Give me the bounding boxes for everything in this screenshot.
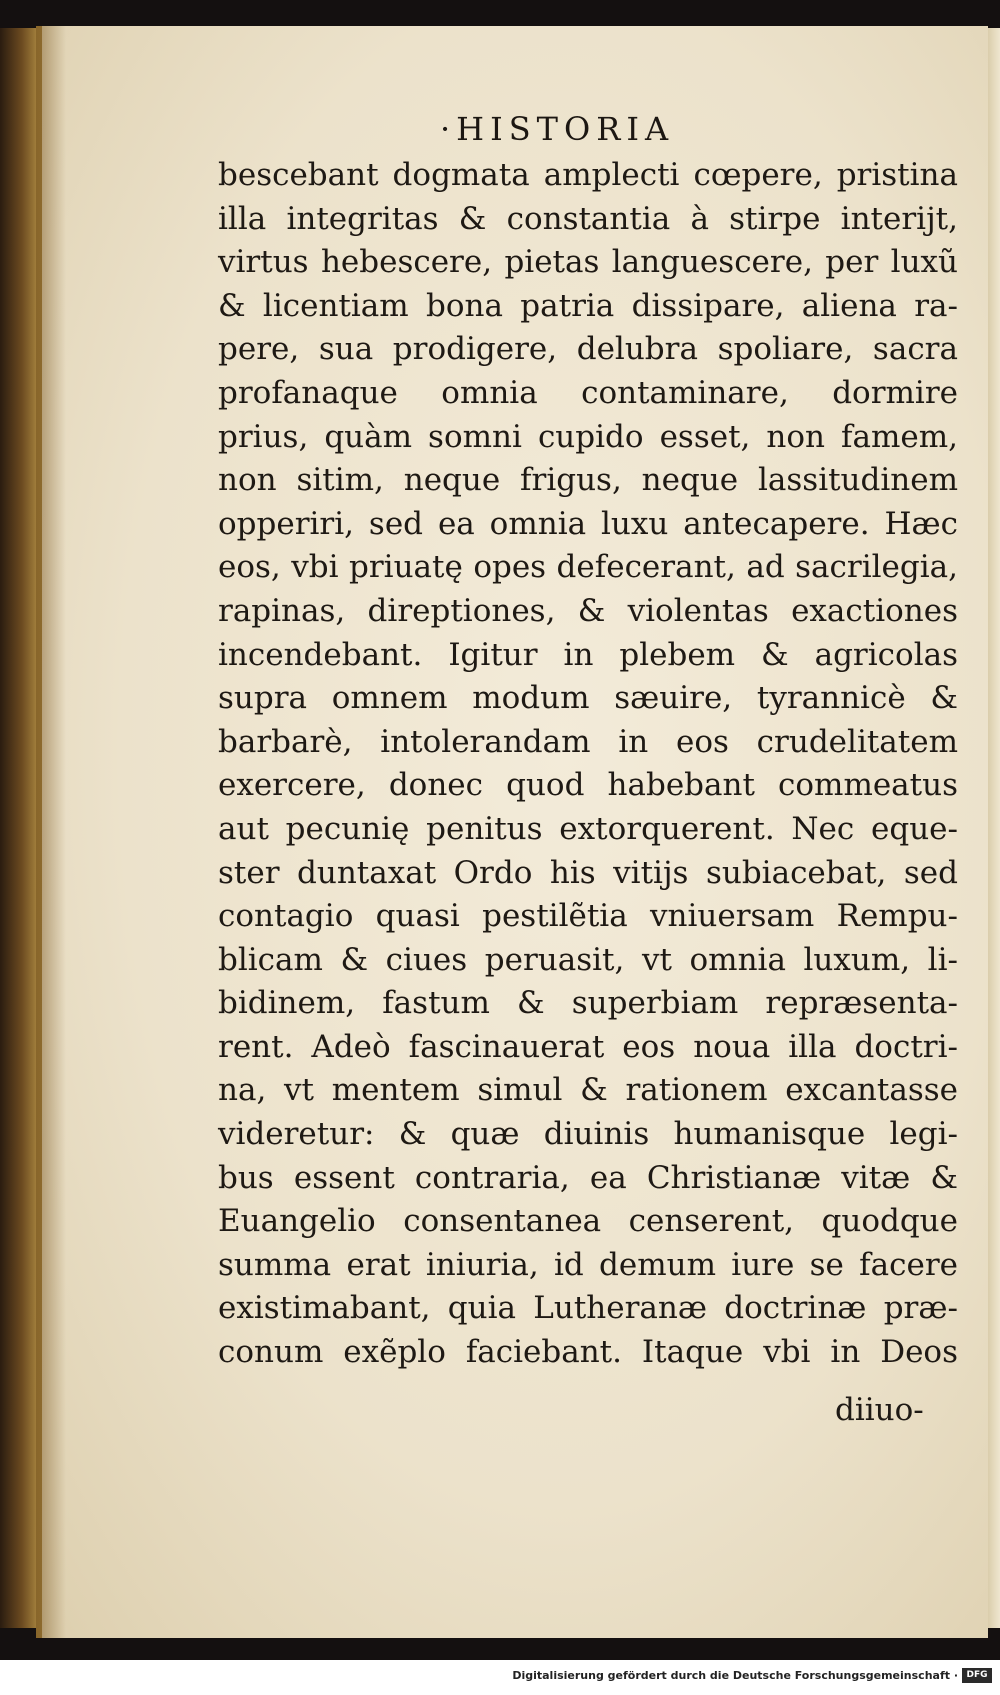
gutter-shadow bbox=[36, 26, 66, 1638]
text-line: bidinem, fastum & superbiam repræsenta- bbox=[218, 985, 958, 1022]
text-line: prius, quàm somni cupido esset, non famem, bbox=[218, 418, 958, 455]
text-line: ster duntaxat Ordo his vitijs subiacebat, sed bbox=[218, 854, 958, 891]
running-head: ·HISTORIA bbox=[440, 110, 675, 148]
text-line: na, vt mentem simul & rationem excantasse bbox=[218, 1072, 958, 1109]
text-line: summa erat iniuria, id demum iure se facere bbox=[218, 1246, 958, 1283]
text-line: & licentiam bona patria dissipare, aliena ra- bbox=[218, 287, 958, 324]
text-line: non sitim, neque frigus, neque lassitudinem bbox=[218, 462, 958, 499]
text-line: supra omnem modum sæuire, tyrannicè & bbox=[218, 680, 958, 717]
text-line: videretur: & quæ diuinis humanisque legi- bbox=[218, 1116, 958, 1153]
catchword: diiuo- bbox=[835, 1392, 924, 1428]
text-line: profanaque omnia contaminare, dormire bbox=[218, 374, 958, 411]
text-line: illa integritas & constantia à stirpe interijt, bbox=[218, 200, 958, 237]
text-line: virtus hebescere, pietas languescere, per luxũ bbox=[218, 244, 958, 281]
text-line: opperiri, sed ea omnia luxu antecapere. Hæc bbox=[218, 505, 958, 542]
text-line: eos, vbi priuatę opes defecerant, ad sacrilegia, bbox=[218, 549, 958, 586]
dfg-logo: DFG bbox=[962, 1668, 992, 1683]
body-text bbox=[218, 154, 958, 1375]
text-line: existimabant, quia Lutheranæ doctrinæ præ- bbox=[218, 1290, 958, 1327]
text-line: bus essent contraria, ea Christianæ vitæ & bbox=[218, 1159, 958, 1196]
text-line: barbarè, intolerandam in eos crudelitatem bbox=[218, 723, 958, 760]
text-line: exercere, donec quod habebant commeatus bbox=[218, 767, 958, 804]
text-line: rapinas, direptiones, & violentas exactiones bbox=[218, 592, 958, 629]
text-line: conum exẽplo faciebant. Itaque vbi in Deos bbox=[218, 1334, 958, 1371]
text-line: rent. Adeò fascinauerat eos noua illa doctri- bbox=[218, 1028, 958, 1065]
text-line: incendebant. Igitur in plebem & agricolas bbox=[218, 636, 958, 673]
text-line: Euangelio consentanea censerent, quodque bbox=[218, 1203, 958, 1240]
text-line: blicam & ciues peruasit, vt omnia luxum, li- bbox=[218, 941, 958, 978]
footer-bar bbox=[0, 1660, 1000, 1695]
text-line: aut pecunię penitus extorquerent. Nec eque- bbox=[218, 810, 958, 847]
funding-credit: Digitalisierung gefördert durch die Deutsche Forschungsgemeinschaft · bbox=[512, 1669, 958, 1682]
text-line: bescebant dogmata amplecti cœpere, pristina bbox=[218, 157, 958, 193]
text-line: pere, sua prodigere, delubra spoliare, sacra bbox=[218, 331, 958, 368]
text-line: contagio quasi pestilẽtia vniuersam Rempu- bbox=[218, 898, 958, 935]
